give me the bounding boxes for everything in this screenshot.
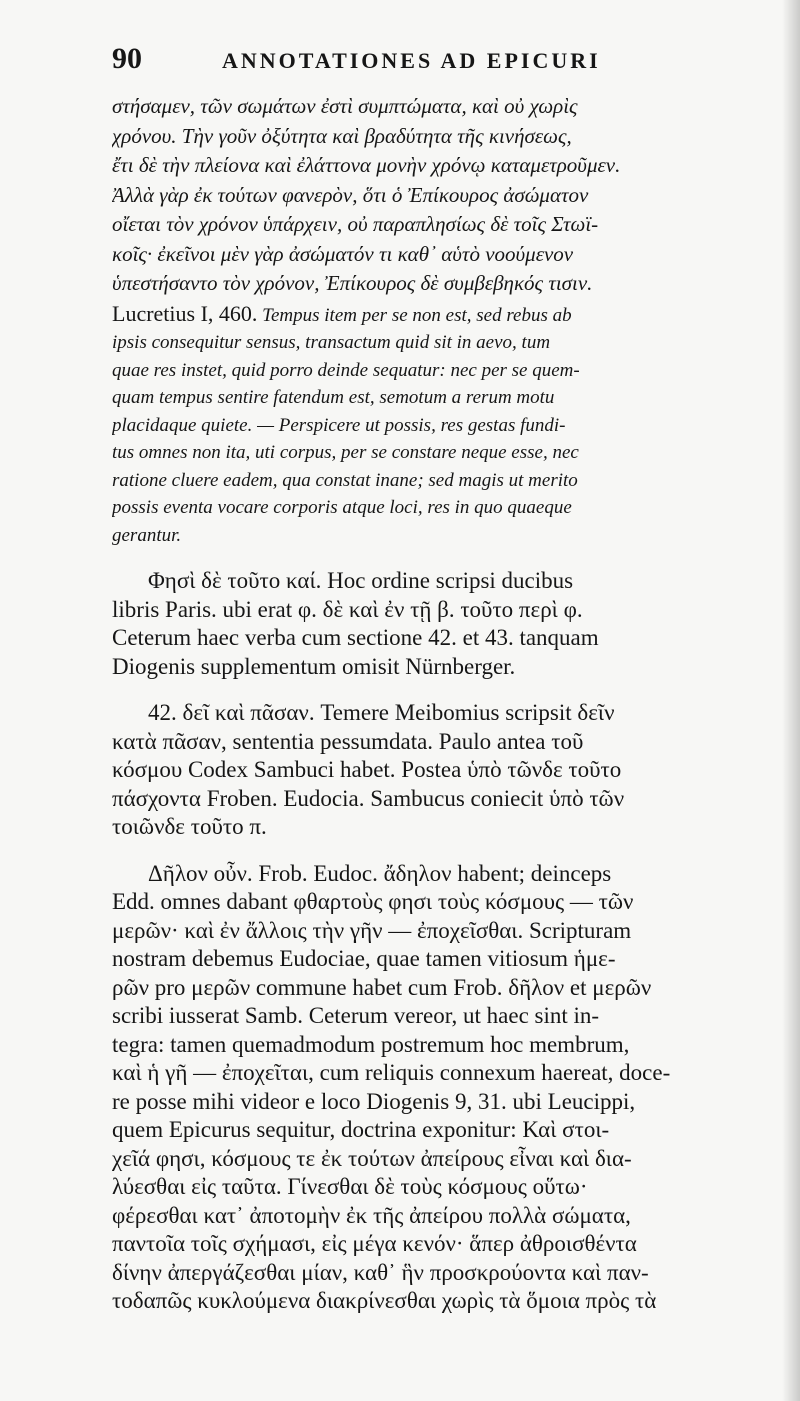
text-line: ρῶν pro μερῶν commune habet cum Frob. δῆλον et μερῶν bbox=[112, 974, 652, 1000]
text-line: χεῖά φησι, κόσμους τε ἐκ τούτων ἀπείρους εἶναι καὶ δια- bbox=[112, 1145, 632, 1171]
greek-line: κοῖς· ἐκεῖνοι μὲν γὰρ ἀσώματόν τι καθ᾽ αὑτὸ νοούμενον bbox=[112, 241, 574, 266]
latin-line: placidaque quiete. — Perspicere ut possis, res gestas fundi- bbox=[112, 414, 566, 436]
text-line: καὶ ἡ γῆ — ἐποχεῖται, cum reliquis connexum haereat, doce- bbox=[112, 1060, 671, 1085]
text-line: Diogenis supplementum omisit Nürnberger. bbox=[112, 653, 516, 679]
greek-quotation bbox=[112, 92, 764, 299]
paragraph-phesi bbox=[112, 567, 764, 681]
lucretius-first-line bbox=[112, 299, 764, 330]
page-body bbox=[112, 92, 764, 1316]
text-line bbox=[112, 699, 764, 728]
running-title: ANNOTATIONES AD EPICURI bbox=[222, 48, 601, 73]
paragraph-gap bbox=[112, 842, 764, 860]
text-line: tegra: tamen quemadmodum postremum hoc membrum, bbox=[112, 1031, 630, 1057]
lucretius-reference: Lucretius I, 460. bbox=[112, 300, 258, 326]
text-line-content: Φησὶ δὲ τοῦτο καί. Hoc ordine scripsi ducibus bbox=[148, 568, 574, 593]
text-line: re posse mihi videor e loco Diogenis 9, 31. ubi Leucippi, bbox=[112, 1088, 636, 1114]
greek-line: στήσαμεν, τῶν σωμάτων ἐστὶ συμπτώματα, καὶ οὐ χωρὶς bbox=[112, 94, 578, 118]
text-line: quem Epicurus sequitur, doctrina exponitur: Καὶ στοι- bbox=[112, 1117, 610, 1142]
text-line bbox=[112, 567, 764, 596]
text-line: τοδαπῶς κυκλούμενα διακρίνεσθαι χωρὶς τὰ ὅμοια πρὸς τὰ bbox=[112, 1288, 657, 1313]
page-edge-shadow bbox=[782, 0, 800, 1401]
paragraph-gap bbox=[112, 549, 764, 567]
paragraph-delon bbox=[112, 860, 764, 1316]
text-line: Ceterum haec verba cum sectione 42. et 43. tanquam bbox=[112, 625, 599, 650]
text-line: δίνην ἀπεργάζεσθαι μίαν, καθ᾽ ἣν προσκρούοντα καὶ παν- bbox=[112, 1259, 649, 1285]
text-line: nostram debemus Eudociae, quae tamen vitiosum ἡμε- bbox=[112, 946, 616, 971]
text-line: κόσμου Codex Sambuci habet. Postea ὑπὸ τῶνδε τοῦτο bbox=[112, 757, 622, 782]
lucretius-text: Tempus item per se non est, sed rebus ab bbox=[262, 304, 572, 326]
paragraph-gap bbox=[112, 681, 764, 699]
text-line: πάσχοντα Froben. Eudocia. Sambucus coniecit ὑπὸ τῶν bbox=[112, 785, 625, 811]
paragraph-42 bbox=[112, 699, 764, 842]
latin-line: tus omnes non ita, uti corpus, per se constare neque esse, nec bbox=[112, 442, 579, 463]
latin-line: ratione cluere eadem, qua constat inane; sed magis ut merito bbox=[112, 469, 578, 491]
text-line: φέρεσθαι κατ᾽ ἀποτομὴν ἐκ τῆς ἀπείρου πολλὰ σώματα, bbox=[112, 1202, 631, 1228]
text-line: scribi iusserat Samb. Ceterum vereor, ut haec sint in- bbox=[112, 1003, 600, 1028]
latin-line: quae res instet, quid porro deinde sequatur: nec per se quem- bbox=[112, 359, 580, 381]
latin-line: gerantur. bbox=[112, 524, 182, 546]
lucretius-quotation bbox=[112, 299, 764, 550]
text-line-content: Δῆλον οὖν. Frob. Eudoc. ἄδηλον habent; deinceps bbox=[148, 860, 612, 886]
text-line: λύεσθαι εἰς ταῦτα. Γίνεσθαι δὲ τοὺς κόσμους οὕτω· bbox=[112, 1174, 588, 1199]
greek-line: ὑπεστήσαντο τὸν χρόνον, Ἐπίκουρος δὲ συμβεβηκός τισιν. bbox=[112, 271, 593, 295]
text-line bbox=[112, 860, 764, 889]
text-line-content: 42. δεῖ καὶ πᾶσαν. Temere Meibomius scripsit δεῖν bbox=[148, 700, 615, 725]
text-line: τοιῶνδε τοῦτο π. bbox=[112, 814, 267, 839]
latin-line: ipsis consequitur sensus, transactum quid sit in aevo, tum bbox=[112, 332, 551, 353]
latin-line: quam tempus sentire fatendum est, semotum a rerum motu bbox=[112, 387, 555, 408]
text-line: κατὰ πᾶσαν, sententia pessumdata. Paulo antea τοῦ bbox=[112, 728, 584, 754]
text-line: μερῶν· καὶ ἐν ἄλλοις τὴν γῆν — ἐποχεῖσθαι. Scripturam bbox=[112, 917, 632, 943]
text-line: Edd. omnes dabant φθαρτοὺς φησι τοὺς κόσμους — τῶν bbox=[112, 889, 634, 914]
text-line: παντοῖα τοῖς σχήμασι, εἰς μέγα κενόν· ἅπερ ἀθροισθέντα bbox=[112, 1231, 637, 1256]
greek-line: Ἀλλὰ γὰρ ἐκ τούτων φανερὸν, ὅτι ὁ Ἐπίκουρος ἀσώματον bbox=[112, 182, 589, 207]
greek-line: οἴεται τὸν χρόνον ὑπάρχειν, οὐ παραπλησίως δὲ τοῖς Στωϊ- bbox=[112, 212, 599, 236]
text-line: libris Paris. ubi erat φ. δὲ καὶ ἐν τῇ β. τοῦτο περὶ φ. bbox=[112, 596, 583, 622]
latin-line: possis eventa vocare corporis atque loci, res in quo quaeque bbox=[112, 497, 572, 518]
page-number: 90 bbox=[112, 42, 142, 75]
greek-line: χρόνου. Τὴν γοῦν ὀξύτητα καὶ βραδύτητα τῆς κινήσεως, bbox=[112, 123, 572, 148]
page-header bbox=[112, 40, 762, 80]
greek-line: ἔτι δὲ τὴν πλείονα καὶ ἐλάττονα μονὴν χρόνῳ καταμετροῦμεν. bbox=[112, 153, 621, 177]
